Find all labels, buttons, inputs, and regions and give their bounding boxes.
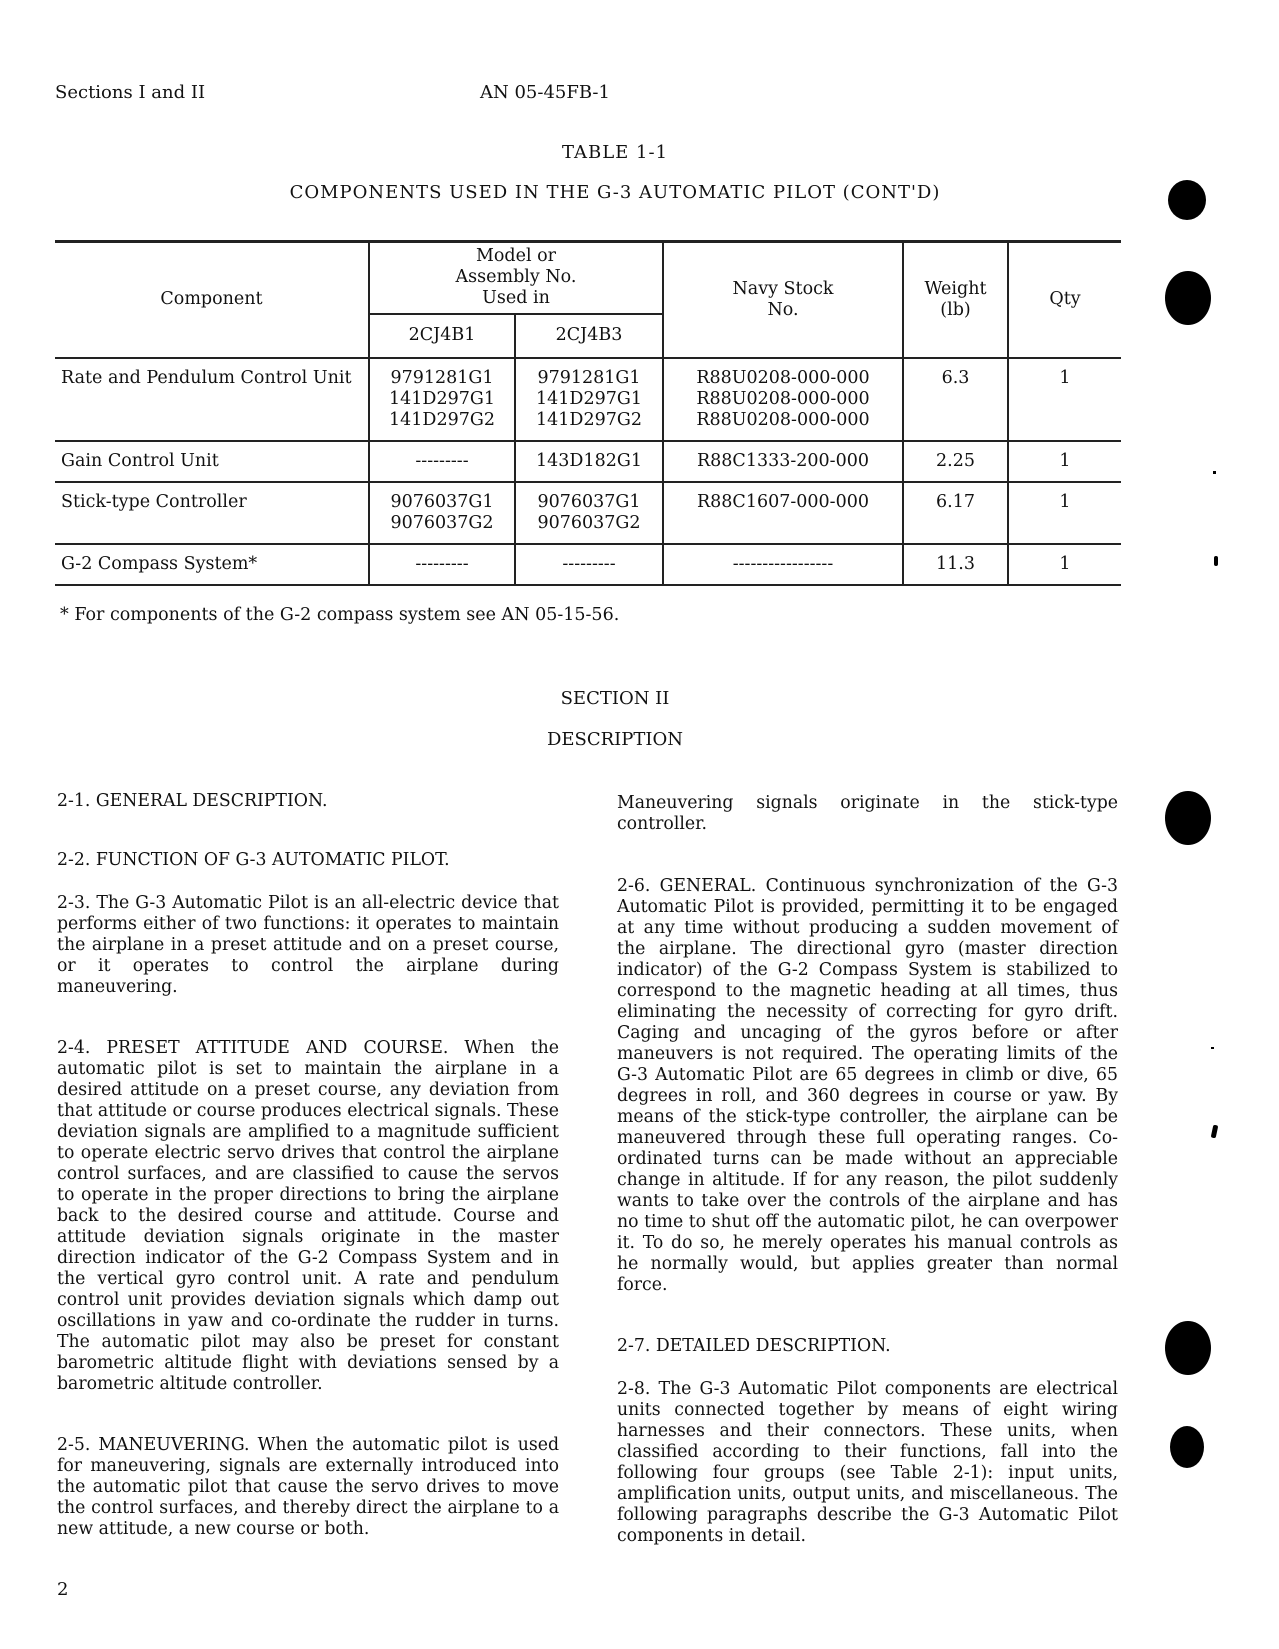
section-number: SECTION II (560, 688, 670, 709)
scan-speck (1211, 1047, 1214, 1049)
col-header-navy-stock: Navy Stock No. (663, 242, 903, 358)
right-column (617, 793, 1118, 1566)
scan-speck (1213, 471, 1216, 474)
cell-weight: 6.17 (903, 482, 1008, 544)
cell-stock: R88U0208-000-000 R88U0208-000-000 R88U0208-000-000 (663, 358, 903, 441)
punch-hole (1165, 791, 1211, 845)
heading-2-7: 2-7. DETAILED DESCRIPTION. (617, 1336, 891, 1356)
paragraph-continued: Maneuvering signals originate in the stick-type controller. (617, 793, 1118, 834)
heading-2-1: 2-1. GENERAL DESCRIPTION. (57, 791, 328, 811)
cell-model-a: 9076037G1 9076037G2 (369, 482, 515, 544)
punch-hole (1170, 1426, 1204, 1468)
heading-2-2: 2-2. FUNCTION OF G-3 AUTOMATIC PILOT. (57, 850, 450, 870)
paragraph-2-8: 2-8. The G-3 Automatic Pilot components are electrical units connected together by means of eight wiring harnesses and their connectors. These units, when classified according to their functions, fall into the following four groups (see Table 2-1): input units, amplification units, output units, and miscellaneous. The following paragraphs describe the G-3 Automatic Pilot components in detail. (617, 1379, 1118, 1546)
col-header-weight: Weight (lb) (903, 242, 1008, 358)
col-header-component: Component (55, 242, 369, 358)
col-header-model: Model or Assembly No. Used in (369, 242, 663, 314)
punch-hole (1165, 271, 1211, 325)
cell-component: Rate and Pendulum Control Unit (55, 358, 369, 441)
left-column (57, 791, 559, 1559)
cell-stock: ----------------- (663, 544, 903, 585)
paragraph-2-3: 2-3. The G-3 Automatic Pilot is an all-electric device that performs either of two functions: it operates to maintain the airplane in a preset attitude and on a preset course, or it operates to control the airplane during maneuvering. (57, 893, 559, 997)
col-header-qty: Qty (1008, 242, 1121, 358)
scan-speck (1211, 1125, 1219, 1139)
punch-hole (1165, 1321, 1211, 1375)
col-header-2cj4b1: 2CJ4B1 (369, 314, 515, 358)
cell-model-b: 9076037G1 9076037G2 (515, 482, 663, 544)
cell-stock: R88C1607-000-000 (663, 482, 903, 544)
cell-qty: 1 (1008, 482, 1121, 544)
cell-model-a: --------- (369, 544, 515, 585)
cell-model-a: 9791281G1 141D297G1 141D297G2 (369, 358, 515, 441)
section-title: DESCRIPTION (546, 729, 684, 750)
header-document-number: AN 05-45FB-1 (480, 82, 610, 103)
cell-weight: 2.25 (903, 441, 1008, 482)
col-header-2cj4b3: 2CJ4B3 (515, 314, 663, 358)
cell-model-b: --------- (515, 544, 663, 585)
punch-hole (1168, 180, 1206, 220)
paragraph-2-4: 2-4. PRESET ATTITUDE AND COURSE. When the automatic pilot is set to maintain the airplane in a desired attitude on a preset course, any deviation from that attitude or course produces electrical signals. These deviation signals are amplified to a magnitude sufficient to operate electric servo drives that control the airplane control surfaces, and are classified to cause the servos to operate in the proper directions to bring the airplane back to the desired course and attitude. Course and attitude deviation signals originate in the master direction indicator of the G-2 Compass System and in the vertical gyro control unit. A rate and pendulum control unit provides deviation signals which damp out oscillations in yaw and co-ordinate the rudder in turns. The automatic pilot may also be preset for constant barometric altitude flight with deviations sensed by a barometric altitude controller. (57, 1038, 560, 1394)
paragraph-2-6: 2-6. GENERAL. Continuous synchronization of the G-3 Automatic Pilot is provided, permitting it to be engaged at any time without producing a sudden movement of the airplane. The directional gyro (master direction indicator) of the G-2 Compass System is stabilized to correspond to the magnetic heading at all times, thus eliminating the necessity of correcting for gyro drift. Caging and uncaging of the gyros before or after maneuvers is not required. The operating limits of the G-3 Automatic Pilot are 65 degrees in climb or dive, 65 degrees in roll, and 360 degrees in course or yaw. By means of the stick-type controller, the airplane can be maneuvered through these full operating ranges. Co-ordinated turns can be made without an appreciable change in altitude. If for any reason, the pilot suddenly wants to take over the controls of the airplane and has no time to shut off the automatic pilot, he can overpower it. To do so, he merely operates his manual controls as he normally would, but applies greater than normal force. (617, 876, 1119, 1295)
page-number: 2 (57, 1579, 69, 1600)
cell-component: Gain Control Unit (55, 441, 369, 482)
cell-qty: 1 (1008, 544, 1121, 585)
cell-stock: R88C1333-200-000 (663, 441, 903, 482)
table-row (55, 482, 1121, 544)
cell-weight: 11.3 (903, 544, 1008, 585)
cell-component: Stick-type Controller (55, 482, 369, 544)
cell-model-a: --------- (369, 441, 515, 482)
cell-model-b: 9791281G1 141D297G1 141D297G2 (515, 358, 663, 441)
cell-qty: 1 (1008, 441, 1121, 482)
cell-qty: 1 (1008, 358, 1121, 441)
header-section-label: Sections I and II (55, 82, 206, 103)
scan-speck (1214, 556, 1218, 566)
table-footnote: * For components of the G-2 compass system see AN 05-15-56. (60, 605, 620, 625)
table-row (55, 358, 1121, 441)
table-title: COMPONENTS USED IN THE G-3 AUTOMATIC PILOT (CONT'D) (289, 182, 941, 203)
components-table (55, 240, 1121, 586)
table-row (55, 544, 1121, 585)
cell-component: G-2 Compass System* (55, 544, 369, 585)
paragraph-2-5: 2-5. MANEUVERING. When the automatic pilot is used for maneuvering, signals are externally introduced into the automatic pilot that cause the servo drives to move the control surfaces, and thereby direct the airplane to a new attitude, a new course or both. (57, 1435, 560, 1539)
cell-model-b: 143D182G1 (515, 441, 663, 482)
table-row (55, 441, 1121, 482)
table-number: TABLE 1-1 (561, 142, 669, 163)
cell-weight: 6.3 (903, 358, 1008, 441)
